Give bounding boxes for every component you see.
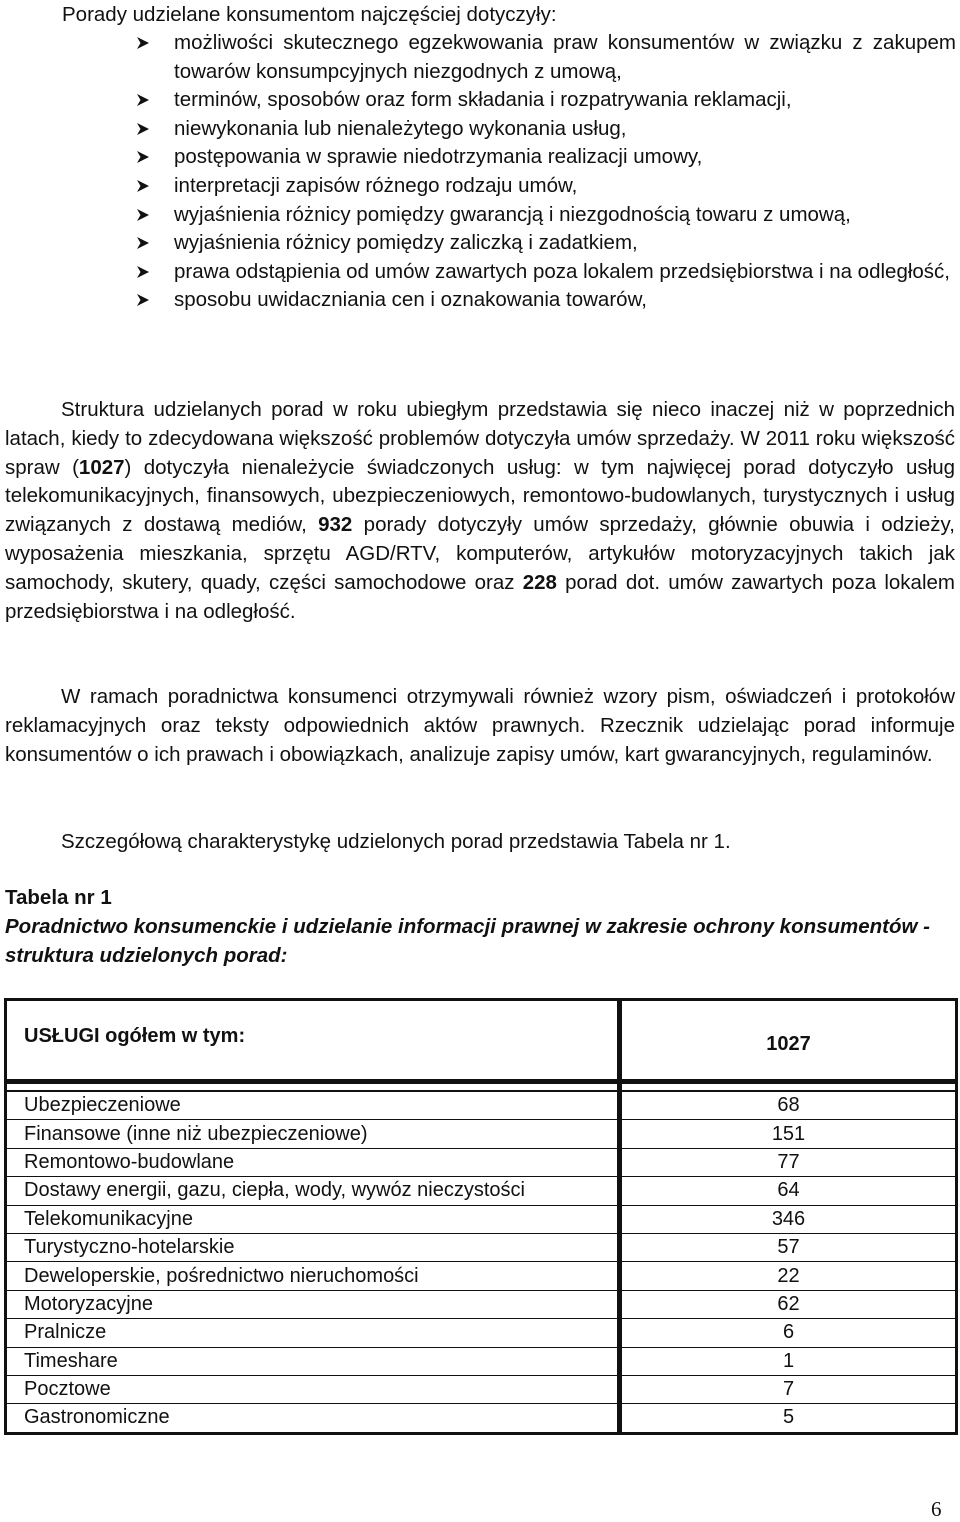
row-value: 68 [622,1090,955,1119]
list-item [136,286,956,315]
arrow-bullet-icon [136,293,150,307]
advice-structure-table [4,998,958,1435]
arrow-bullet-icon [136,93,150,107]
bullet-list [136,29,956,315]
table-row [7,1375,955,1403]
list-item-text: wyjaśnienia różnicy pomiędzy gwarancją i niezgodnością towaru z umową, [174,202,851,226]
list-item [136,172,956,201]
row-value: 151 [622,1119,955,1147]
table-row [7,1090,955,1119]
row-label: Gastronomiczne [7,1403,622,1431]
table-row [7,1205,955,1233]
row-label: Motoryzacyjne [7,1290,622,1318]
bold-number: 228 [522,570,557,594]
paragraph-text: porad dot. umów zawartych poza lokalem przedsiębiorstwa i na odległość. [5,570,955,623]
bold-number: 932 [318,513,353,537]
row-value: 1 [622,1347,955,1375]
list-item [136,258,956,287]
list-item [136,143,956,172]
header-label: USŁUGI ogółem w tym: [24,1024,246,1047]
list-item [136,201,956,230]
table-row [7,1176,955,1204]
row-label: Ubezpieczeniowe [7,1090,622,1119]
list-item-text: niewykonania lub nienależytego wykonania usług, [174,116,627,140]
paragraph-text: ) dotyczyła nienależycie świadczonych usług: w tym najwięcej porad dotyczyło usług telekomunikacyjnych, finansowych, ubezpieczeniowych, remontowo-budowlanych, turystycznych i usług związanych z dostawą mediów, [5,455,955,537]
arrow-bullet-icon [136,122,150,136]
paragraph-advice [5,683,955,769]
arrow-bullet-icon [136,208,150,222]
arrow-bullet-icon [136,236,150,250]
row-value: 77 [622,1148,955,1176]
table-caption: Poradnictwo konsumenckie i udzielanie informacji prawnej w zakresie ochrony konsumentów - struktura udzielonych porad: [5,915,931,967]
list-item-text: prawa odstąpienia od umów zawartych poza lokalem przedsiębiorstwa i na odległość, [174,259,950,283]
list-item-text: interpretacji zapisów różnego rodzaju umów, [174,173,578,197]
table-row [7,1233,955,1261]
row-value: 346 [622,1205,955,1233]
header-label-cell [7,1001,622,1084]
row-label: Pralnicze [7,1318,622,1346]
paragraph-text: W ramach poradnictwa konsumenci otrzymywali również wzory pism, oświadczeń i protokołów reklamacyjnych oraz teksty odpowiednich aktów prawnych. Rzecznik udzielając porad informuje konsumentów o ich prawach i obowiązkach, analizuje zapisy umów, kart gwarancyjnych, regulaminów. [5,685,955,766]
row-label: Remontowo-budowlane [7,1148,622,1176]
table-row [7,1318,955,1346]
row-value: 7 [622,1375,955,1403]
list-item-text: terminów, sposobów oraz form składania i rozpatrywania reklamacji, [174,88,792,112]
list-item-text: postępowania w sprawie niedotrzymania realizacji umowy, [174,145,703,169]
paragraph-table-reference: Szczegółową charakterystykę udzielonych porad przedstawia Tabela nr 1. [61,830,731,853]
paragraph-text: Struktura udzielanych porad w roku ubiegłym przedstawia się nieco inaczej niż w poprzednich latach, kiedy to zdecydowana większość problemów dotyczyła umów sprzedaży. W 2011 roku większość spraw ( [5,398,955,479]
list-item [136,86,956,115]
row-label: Finansowe (inne niż ubezpieczeniowe) [7,1119,622,1147]
row-value: 5 [622,1403,955,1431]
list-item-text: sposobu uwidaczniania cen i oznakowania towarów, [174,288,647,312]
list-item-text: wyjaśnienia różnicy pomiędzy zaliczką i zadatkiem, [174,231,638,255]
table-row [7,1148,955,1176]
table-row [7,1119,955,1147]
table-row [7,1403,955,1431]
table-header-row [7,1001,955,1084]
intro-text: Porady udzielane konsumentom najczęściej dotyczyły: [62,3,557,26]
list-item [136,29,956,86]
row-value: 62 [622,1290,955,1318]
row-label: Timeshare [7,1347,622,1375]
header-value-cell [622,1001,955,1084]
row-label: Deweloperskie, pośrednictwo nieruchomości [7,1261,622,1289]
list-item [136,115,956,144]
row-value: 6 [622,1318,955,1346]
paragraph-text: porady dotyczyły umów sprzedaży, głównie obuwia i odzieży, wyposażenia mieszkania, sprzętu AGD/RTV, komputerów, artykułów motoryzacyjnych takich jak samochody, skutery, quady, części samochodowe oraz [5,513,955,594]
row-label: Turystyczno-hotelarskie [7,1233,622,1261]
arrow-bullet-icon [136,265,150,279]
row-value: 57 [622,1233,955,1261]
table-row [7,1261,955,1289]
arrow-bullet-icon [136,179,150,193]
row-label: Dostawy energii, gazu, ciepła, wody, wywóz nieczystości [7,1176,622,1204]
list-item [136,229,956,258]
list-item-text: możliwości skutecznego egzekwowania praw konsumentów w związku z zakupem towarów konsumpcyjnych niezgodnych z umową, [174,31,956,83]
header-value: 1027 [766,1032,811,1055]
arrow-bullet-icon [136,36,150,50]
table-row [7,1290,955,1318]
paragraph-structure [5,396,955,626]
row-label: Telekomunikacyjne [7,1205,622,1233]
row-label: Pocztowe [7,1375,622,1403]
table-row [7,1347,955,1375]
arrow-bullet-icon [136,150,150,164]
row-value: 64 [622,1176,955,1204]
page-number: 6 [931,1497,942,1521]
row-value: 22 [622,1261,955,1289]
bold-number: 1027 [78,455,125,479]
table-title: Tabela nr 1 [5,886,112,909]
